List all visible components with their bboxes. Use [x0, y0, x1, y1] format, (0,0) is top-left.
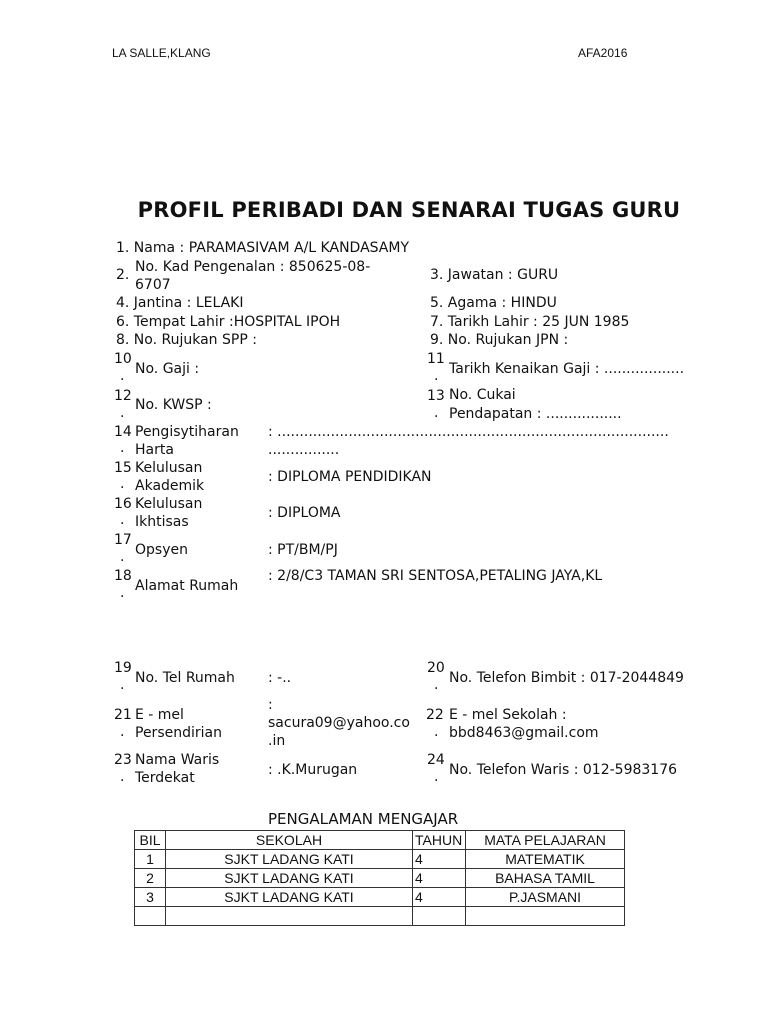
field-kad-pengenalan-line1: No. Kad Pengenalan : 850625-08- — [135, 259, 371, 275]
field-alamat-rumah-value: : 2/8/C3 TAMAN SRI SENTOSA,PETALING JAYA,KL — [268, 568, 603, 584]
field-24-dot: . — [434, 769, 439, 785]
field-agama: 5. Agama : HINDU — [430, 295, 557, 311]
field-tarikh-kenaikan-gaji: Tarikh Kenaikan Gaji : .................. — [449, 361, 685, 377]
field-2-number: 2. — [116, 267, 130, 283]
field-21-number: 21 — [114, 707, 132, 723]
experience-table — [134, 830, 625, 926]
field-kelulusan-akademik-line2: Akademik — [135, 478, 205, 494]
field-14-number: 14 — [114, 424, 132, 440]
field-kwsp: No. KWSP : — [135, 397, 212, 413]
field-10-dot: . — [120, 368, 125, 384]
column-header-tahun: TAHUN — [413, 831, 466, 850]
field-12-number: 12 — [114, 388, 132, 404]
field-emel-persendirian-line2: Persendirian — [135, 725, 222, 741]
field-21-dot: . — [120, 724, 125, 740]
field-10-number: 10 — [114, 351, 132, 367]
field-15-dot: . — [120, 476, 125, 492]
header-code: AFA2016 — [578, 46, 628, 60]
field-23-dot: . — [120, 769, 125, 785]
field-cukai-line1: No. Cukai — [449, 387, 516, 403]
field-emel-persendirian-line1: E - mel — [135, 707, 184, 723]
field-17-number: 17 — [114, 532, 132, 548]
table-header-row — [135, 831, 625, 850]
field-alamat-rumah: Alamat Rumah — [135, 578, 239, 594]
field-11-dot: . — [434, 368, 439, 384]
field-jantina: 4. Jantina : LELAKI — [116, 295, 244, 311]
field-nama: 1. Nama : PARAMASIVAM A/L KANDASAMY — [116, 240, 410, 256]
field-22-dot: . — [434, 724, 439, 740]
table-row — [135, 888, 625, 907]
cell-mata-pelajaran: MATEMATIK — [466, 850, 625, 869]
field-13-number: 13 — [427, 388, 445, 404]
cell-mata-pelajaran: P.JASMANI — [466, 888, 625, 907]
field-kelulusan-akademik-line1: Kelulusan — [135, 460, 203, 476]
field-no-gaji: No. Gaji : — [135, 361, 200, 377]
field-emel-sekolah-value: bbd8463@gmail.com — [449, 725, 599, 741]
cell-tahun: 4 — [413, 869, 466, 888]
field-kelulusan-ikhtisas-value: : DIPLOMA — [268, 505, 341, 521]
field-15-number: 15 — [114, 460, 132, 476]
cell-tahun: 4 — [413, 850, 466, 869]
column-header-bil: BIL — [135, 831, 166, 850]
header-school: LA SALLE,KLANG — [112, 46, 211, 60]
cell-mata-pelajaran: BAHASA TAMIL — [466, 869, 625, 888]
field-18-number: 18 — [114, 568, 132, 584]
field-20-dot: . — [434, 677, 439, 693]
field-emel-persendirian-value-line1: sacura09@yahoo.co — [268, 715, 410, 731]
column-header-mata-pelajaran: MATA PELAJARAN — [466, 831, 625, 850]
cell-tahun: 4 — [413, 888, 466, 907]
field-16-number: 16 — [114, 496, 132, 512]
field-tarikh-lahir: 7. Tarikh Lahir : 25 JUN 1985 — [430, 314, 630, 330]
field-harta-line1: Pengisytiharan — [135, 424, 239, 440]
field-19-dot: . — [120, 677, 125, 693]
field-kad-pengenalan-line2: 6707 — [135, 277, 171, 293]
field-kelulusan-ikhtisas-line2: Ikhtisas — [135, 514, 189, 530]
field-emel-persendirian-colon: : — [268, 697, 273, 713]
field-rujukan-jpn: 9. No. Rujukan JPN : — [430, 332, 569, 348]
field-telefon-bimbit: No. Telefon Bimbit : 017-2044849 — [449, 670, 684, 686]
cell-bil: 3 — [135, 888, 166, 907]
field-jawatan: 3. Jawatan : GURU — [430, 267, 559, 283]
field-harta-value-line2: ................ — [268, 442, 340, 458]
table-row — [135, 907, 625, 926]
cell-tahun — [413, 907, 466, 926]
field-telefon-waris: No. Telefon Waris : 012-5983176 — [449, 762, 678, 778]
field-rujukan-spp: 8. No. Rujukan SPP : — [116, 332, 257, 348]
field-19-number: 19 — [114, 660, 132, 676]
cell-sekolah: SJKT LADANG KATI — [166, 869, 413, 888]
document-title: PROFIL PERIBADI DAN SENARAI TUGAS GURU — [137, 198, 681, 222]
field-nama-waris-line1: Nama Waris — [135, 752, 220, 768]
field-16-dot: . — [120, 512, 125, 528]
field-12-dot: . — [120, 405, 125, 421]
field-kelulusan-ikhtisas-line1: Kelulusan — [135, 496, 203, 512]
field-18-dot: . — [120, 585, 125, 601]
experience-title: PENGALAMAN MENGAJAR — [268, 810, 459, 828]
field-tel-rumah: No. Tel Rumah — [135, 670, 235, 686]
field-22-number: 22 — [426, 707, 444, 723]
field-13-dot: . — [434, 405, 439, 421]
field-23-number: 23 — [114, 752, 132, 768]
field-emel-persendirian-value-line2: .in — [268, 733, 286, 749]
field-24-number: 24 — [427, 752, 445, 768]
field-nama-waris-value: : .K.Murugan — [268, 762, 358, 778]
field-14-dot: . — [120, 440, 125, 456]
field-harta-value-line1: : ........................................................................................ — [268, 424, 669, 440]
cell-bil: 2 — [135, 869, 166, 888]
table-row — [135, 850, 625, 869]
table-row — [135, 869, 625, 888]
field-tel-rumah-value: : -.. — [268, 670, 292, 686]
field-opsyen: Opsyen — [135, 542, 188, 558]
field-17-dot: . — [120, 549, 125, 565]
field-kelulusan-akademik-value: : DIPLOMA PENDIDIKAN — [268, 469, 432, 485]
cell-sekolah — [166, 907, 413, 926]
column-header-sekolah: SEKOLAH — [166, 831, 413, 850]
field-tempat-lahir: 6. Tempat Lahir :HOSPITAL IPOH — [116, 314, 341, 330]
field-opsyen-value: : PT/BM/PJ — [268, 542, 338, 558]
cell-bil: 1 — [135, 850, 166, 869]
field-harta-line2: Harta — [135, 442, 174, 458]
cell-mata-pelajaran — [466, 907, 625, 926]
field-11-number: 11 — [427, 351, 445, 367]
field-20-number: 20 — [427, 660, 445, 676]
cell-sekolah: SJKT LADANG KATI — [166, 888, 413, 907]
cell-sekolah: SJKT LADANG KATI — [166, 850, 413, 869]
field-emel-sekolah-line1: E - mel Sekolah : — [449, 707, 567, 723]
cell-bil — [135, 907, 166, 926]
field-cukai-line2: Pendapatan : ................. — [449, 406, 622, 422]
field-nama-waris-line2: Terdekat — [135, 770, 195, 786]
